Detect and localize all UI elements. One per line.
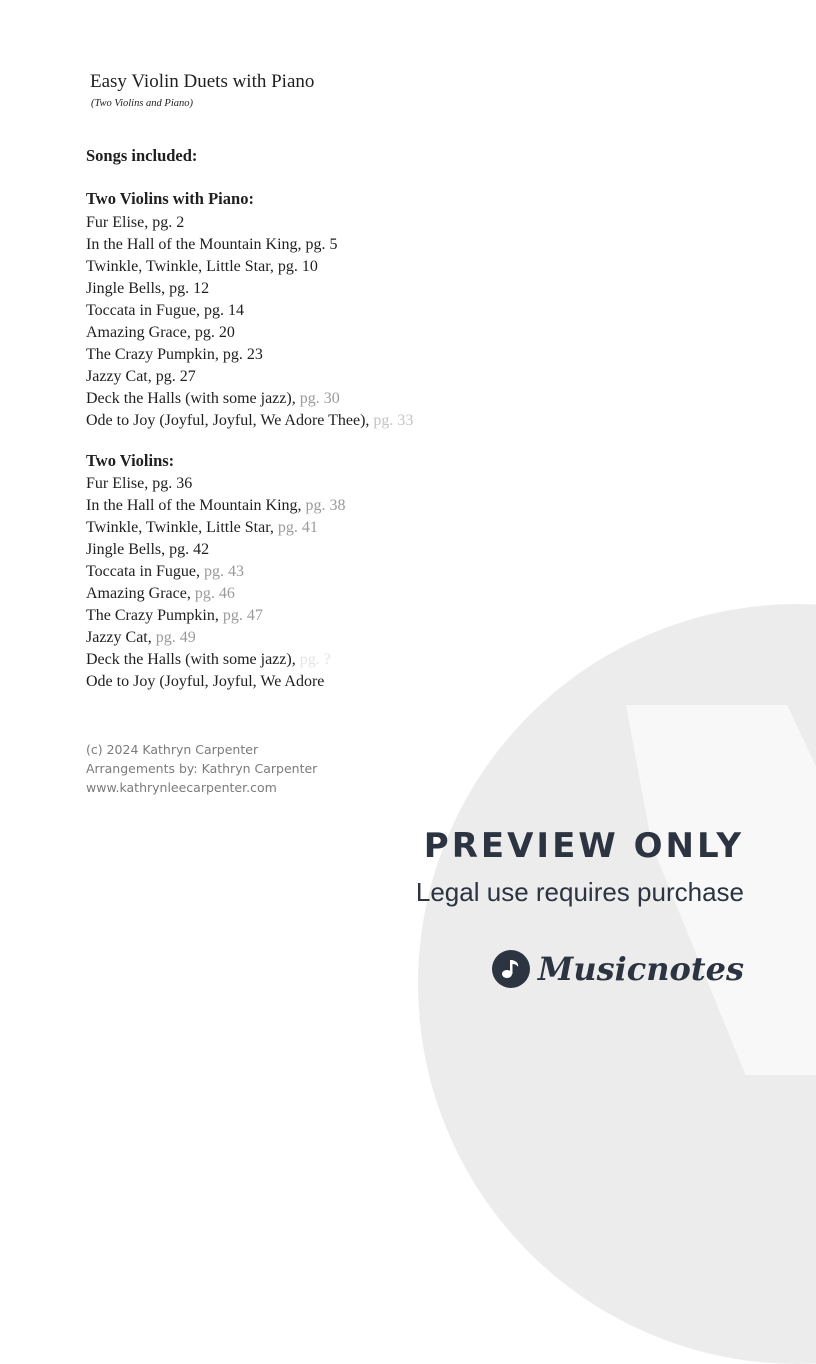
arrangements-text: Arrangements by: Kathryn Carpenter	[86, 761, 318, 776]
section1-heading: Two Violins with Piano:	[86, 189, 254, 208]
list-item: The Crazy Pumpkin, pg. 23	[86, 346, 263, 363]
copyright-text: (c) 2024 Kathryn Carpenter	[86, 742, 259, 757]
legal-use-label: Legal use requires purchase	[415, 877, 744, 907]
list-item: Ode to Joy (Joyful, Joyful, We Adore	[86, 673, 325, 690]
document-title: Easy Violin Duets with Piano	[90, 71, 315, 92]
list-item: In the Hall of the Mountain King, pg. 38	[86, 497, 346, 514]
list-item: Fur Elise, pg. 2	[86, 214, 185, 231]
section1-list	[86, 212, 413, 432]
website-text: www.kathrynleecarpenter.com	[86, 780, 277, 795]
document-subtitle: (Two Violins and Piano)	[91, 98, 193, 109]
musicnotes-logo	[492, 950, 744, 988]
list-item: Toccata in Fugue, pg. 14	[86, 302, 244, 319]
list-item: In the Hall of the Mountain King, pg. 5	[86, 236, 338, 253]
section2-heading: Two Violins:	[86, 451, 175, 470]
credits-block	[86, 740, 317, 797]
preview-only-label: PREVIEW ONLY	[423, 826, 744, 866]
music-note-icon	[492, 950, 530, 988]
list-item: The Crazy Pumpkin, pg. 47	[86, 607, 263, 624]
list-item: Jingle Bells, pg. 12	[86, 280, 210, 297]
brand-name: Musicnotes	[537, 950, 744, 988]
list-item: Twinkle, Twinkle, Little Star, pg. 10	[86, 258, 318, 275]
list-item: Deck the Halls (with some jazz), pg. ?	[86, 651, 331, 668]
list-item: Toccata in Fugue, pg. 43	[86, 563, 244, 580]
list-item: Fur Elise, pg. 36	[86, 475, 193, 492]
list-item: Jazzy Cat, pg. 49	[86, 629, 196, 646]
songs-heading: Songs included:	[86, 146, 198, 165]
list-item: Amazing Grace, pg. 46	[86, 585, 235, 602]
section2-list	[86, 473, 346, 693]
list-item: Jingle Bells, pg. 42	[86, 541, 210, 558]
list-item: Twinkle, Twinkle, Little Star, pg. 41	[86, 519, 318, 536]
list-item: Jazzy Cat, pg. 27	[86, 368, 196, 385]
list-item: Amazing Grace, pg. 20	[86, 324, 235, 341]
list-item: Ode to Joy (Joyful, Joyful, We Adore Thee), pg. 33	[86, 412, 414, 429]
list-item: Deck the Halls (with some jazz), pg. 30	[86, 390, 340, 407]
